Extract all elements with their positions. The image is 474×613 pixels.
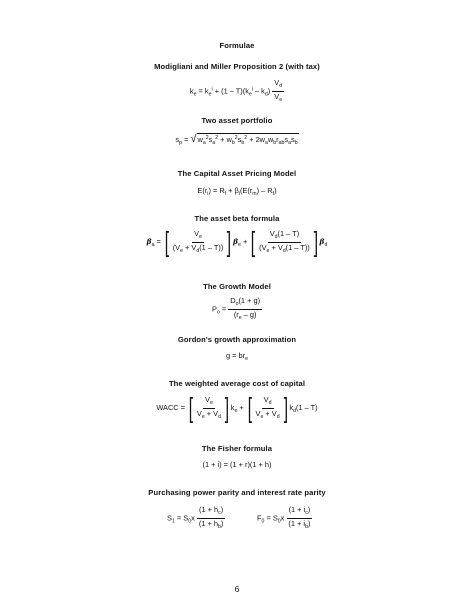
page-title: Formulae <box>219 41 255 50</box>
heading-ppp: Purchasing power parity and interest rate parity <box>148 488 326 497</box>
heading-fisher: The Fisher formula <box>201 444 273 453</box>
formula-ppp: $S_1 = S_0x$ $\frac{(1 + h_c)}{(1 + h_b)}$ <box>167 505 224 530</box>
heading-gordon: Gordon's growth approximation <box>177 335 297 344</box>
formula-portfolio: $s_p = √w_a^2s_a^2 + w_b^2s_b^2 + 2w_aw_br_{ab}s_as_b$ <box>175 133 298 146</box>
formula-mm: $k_e = k_e^i + (1 - T)(k_e^i - k_d)$ $\frac{V_d}{V_e}$ <box>189 78 283 103</box>
formula-growth: $P_o$ = $\frac{D_o(1 + g)}{(r_e - g)}$ <box>211 296 261 321</box>
formula-capm: $E(r_i) = R_f + \beta_i(E(r_m) - R_f)$ <box>197 186 277 197</box>
heading-capm: The Capital Asset Pricing Model <box>177 169 297 178</box>
heading-portfolio: Two asset portfolio <box>201 116 273 125</box>
heading-beta: The asset beta formula <box>194 214 280 223</box>
formula-gordon: $g = br_e$ <box>226 351 248 362</box>
formula-irp: $F_0 = S_0x$ $\frac{(1 + i_c)}{(1 + i_b)}$ <box>257 505 311 530</box>
heading-wacc: The weighted average cost of capital <box>168 379 306 388</box>
formula-wacc: WACC = [ $\frac{V_e}{V_e + V_d}$ ] $k_e$ + [ $\frac{V_d}{V_e + V_d}$ ] $k_d(1 - T)$ <box>156 392 318 423</box>
heading-growth: The Growth Model <box>203 282 271 291</box>
heading-mm: Modigliani and Miller Proposition 2 (with tax) <box>154 62 320 71</box>
formula-beta: $\beta_a$ = [ $\frac{V_e}{(V_e + V_d(1 - T))}$ ] $\beta_e$ + [ $\frac{V_d(1 - T)}{(V_e + V_d(1 - T))}$ ] $\beta_d$ <box>146 226 328 257</box>
formula-fisher: (1 + i) = (1 + r)(1 + h) <box>202 460 272 469</box>
page-number: 6 <box>234 584 240 594</box>
